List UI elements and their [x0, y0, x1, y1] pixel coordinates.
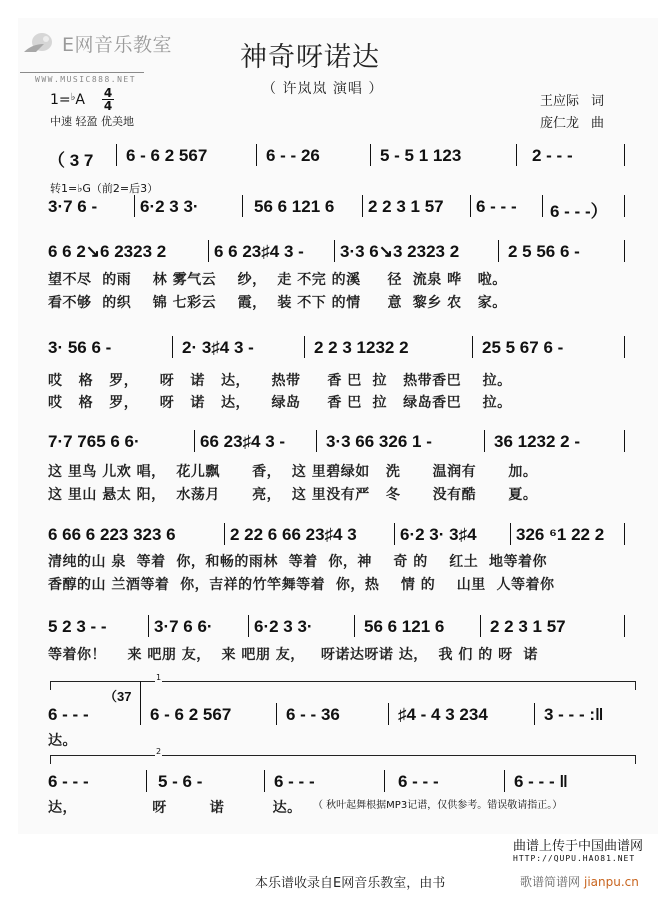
barline [334, 240, 335, 262]
measure: 6 66 6 223 323 6 [48, 525, 176, 544]
lyricist-role: 词 [591, 94, 605, 109]
lyricist-credit [540, 90, 604, 109]
barline [624, 195, 625, 217]
measure: 3 - - - :‖ [544, 705, 604, 724]
measure: 2· 3♯4 3 - [182, 338, 254, 357]
notes-row [48, 617, 628, 639]
lyric-verse-1: 哎 格 罗， 呀 诺 达， 热带 香 巴 拉 热带香巴 拉。 [48, 373, 512, 389]
measure: 6 - 6 2 567 [150, 705, 232, 724]
performer: （ 许岚岚 演唱 ） [262, 81, 384, 97]
barline [264, 770, 265, 792]
jianpu-label: 歌谱简谱网 [520, 875, 581, 889]
measure: 2 2 3 1 57 [490, 617, 566, 636]
tempo-marking: 中速 轻盈 优美地 [50, 115, 134, 128]
barline [242, 195, 243, 217]
transcription-note: （ 秋叶起舞根据MP3记谱，仅供参考。错误敬请指正。） [313, 800, 563, 811]
barline [116, 144, 117, 166]
measure: 2 2 3 1 57 [368, 197, 444, 216]
upload-label: 曲谱上传于中国曲谱网 [513, 839, 644, 854]
measure: 2 - - - [532, 146, 573, 165]
measure: 6 - - - [274, 772, 315, 791]
composer-credit [540, 112, 604, 131]
barline [224, 523, 225, 545]
notes-row [48, 432, 628, 454]
measure: 6 - - - ‖ [514, 772, 568, 791]
measure: ♯4 - 4 3 234 [398, 705, 488, 724]
barline [208, 240, 209, 262]
measure: 6 - 6 2 567 [126, 146, 208, 165]
barline [624, 523, 625, 545]
measure: 6 6 2↘6 2323 2 [48, 242, 167, 261]
measure: 6 - - 26 [266, 146, 320, 165]
time-signature [102, 88, 114, 111]
lyric-verse-1: 这 里鸟 儿欢 唱， 花儿飘 香， 这 里碧绿如 洗 温润有 加。 [48, 464, 538, 480]
barline [134, 195, 135, 217]
notes-row [48, 772, 628, 794]
measure: 36 1232 2 - [494, 432, 581, 451]
lyric-verse-2: 这 里山 悬太 阳， 水荡月 亮， 这 里没有严 冬 没有酷 夏。 [48, 487, 538, 503]
barline [140, 681, 141, 725]
measure: 3·7 6 6· [154, 617, 213, 636]
measure: 66 23♯4 3 - [200, 432, 286, 451]
key-label: 1= [50, 92, 71, 108]
barline [472, 336, 473, 358]
barline [498, 240, 499, 262]
jianpu-watermark[interactable] [520, 873, 639, 890]
logo-divider [20, 72, 144, 73]
volta-number: 2 [156, 747, 162, 756]
measure: 5 - 5 1 123 [380, 146, 462, 165]
barline [516, 144, 517, 166]
barline [394, 523, 395, 545]
bird-logo-icon [22, 30, 56, 56]
key-signature [50, 92, 85, 108]
measure: 6 - - - [48, 705, 89, 724]
barline [172, 336, 173, 358]
barline [542, 195, 543, 217]
barline [248, 615, 249, 637]
barline [624, 615, 625, 637]
barline [304, 336, 305, 358]
measure: 3·7 6 - [48, 197, 98, 216]
measure: （ 3 7 [48, 151, 94, 170]
measure: 2 5 56 6 - [508, 242, 580, 261]
lyric-verse-1: 望不尽 的雨 林 雾气云 纱， 走 不完 的溪 径 流泉 哗 啦。 [48, 272, 507, 288]
lyric-verse-2: 香醇的山 兰酒等着 你，吉祥的竹竿舞等着 你，热 情 的 山里 人等着你 [48, 577, 555, 593]
barline [624, 240, 625, 262]
measure: 56 6 121 6 [364, 617, 445, 636]
barline [256, 144, 257, 166]
barline [148, 615, 149, 637]
barline [384, 770, 385, 792]
measure: 6 6 23♯4 3 - [214, 242, 304, 261]
measure: 6 - - - [476, 197, 517, 216]
composer-name: 庞仁龙 [540, 116, 580, 131]
measure: 56 6 121 6 [254, 197, 335, 216]
barline [362, 195, 363, 217]
measure: 3·3 6↘3 2323 2 [340, 242, 460, 261]
barline [354, 615, 355, 637]
lyric-verse-1: 等着你！ 来 吧朋 友， 来 吧朋 友， 呀诺达呀诺 达， 我 们 的 呀 诺 [48, 647, 538, 663]
time-bottom: 4 [103, 99, 113, 113]
logo-text: E网音乐教室 [62, 34, 173, 56]
notes-row [48, 338, 628, 360]
barline [624, 336, 625, 358]
upload-watermark[interactable] [513, 835, 663, 863]
barline [484, 430, 485, 452]
volta-bracket-2 [50, 747, 636, 764]
measure: 25 5 67 6 - [482, 338, 564, 357]
barline [480, 615, 481, 637]
upload-url: HTTP://QUPU.HAO81.NET [513, 854, 636, 863]
measure: 5 2 3 - - [48, 617, 107, 636]
lyric-verse-1: 清纯的山 泉 等着 你，和畅的雨林 等着 你，神 奇 的 红土 地等着你 [48, 554, 547, 570]
measure: 2 2 3 1232 2 [314, 338, 409, 357]
key-note: A [75, 92, 85, 108]
notes-row [48, 146, 628, 168]
flat-icon: ♭ [70, 92, 76, 103]
jianpu-domain: jianpu.cn [584, 875, 639, 889]
measure: 6·2 3 3· [254, 617, 313, 636]
notes-row [48, 525, 628, 547]
barline [146, 770, 147, 792]
time-top: 4 [103, 86, 113, 100]
measure: 2 22 6 66 23♯4 3 [230, 525, 357, 544]
lyricist-name: 王应际 [540, 94, 580, 109]
lyric-verse-2: 看不够 的织 锦 七彩云 霞， 装 不下 的情 意 黎乡 农 家。 [48, 295, 507, 311]
collection-credit: 本乐谱收录自E网音乐教室，由书 [255, 876, 446, 891]
measure: 7·7 765 6 6· [48, 432, 140, 451]
barline [470, 195, 471, 217]
logo-url[interactable]: WWW.MUSIC888.NET [35, 75, 137, 84]
measure: 6 - - - [48, 772, 89, 791]
measure: 6·2 3· 3♯4 [400, 525, 477, 544]
barline [388, 703, 389, 725]
lyric-verse-1: 达， 呀 诺 达。 [48, 800, 302, 816]
measure: 3·3 66 326 1 - [326, 432, 432, 451]
barline [504, 770, 505, 792]
barline [276, 703, 277, 725]
barline [194, 430, 195, 452]
pickup-notes: （37 [104, 689, 132, 704]
measure: 6 - - - [398, 772, 439, 791]
measure: 6 - - 36 [286, 705, 340, 724]
notes-row [48, 197, 628, 219]
measure: 6 - - -） [550, 202, 608, 221]
volta-number: 1 [156, 673, 162, 682]
measure: 6·2 3 3· [140, 197, 199, 216]
song-title: 神奇呀诺达 [240, 42, 380, 73]
barline [624, 144, 625, 166]
measure: 326 ⁶1 22 2 [516, 525, 605, 544]
barline [510, 523, 511, 545]
modulation-marking: 转1=♭G（前2=后3） [50, 182, 159, 195]
composer-role: 曲 [591, 116, 605, 131]
barline [370, 144, 371, 166]
barline [624, 430, 625, 452]
notes-row [48, 242, 628, 264]
barline [316, 430, 317, 452]
volta-bracket-1 [50, 673, 636, 690]
lyric-verse-1: 达。 [48, 733, 77, 749]
lyric-verse-2: 哎 格 罗， 呀 诺 达， 绿岛 香 巴 拉 绿岛香巴 拉。 [48, 395, 512, 411]
barline [534, 703, 535, 725]
notes-row [48, 705, 628, 727]
measure: 3· 56 6 - [48, 338, 112, 357]
measure: 5 - 6 - [158, 772, 203, 791]
